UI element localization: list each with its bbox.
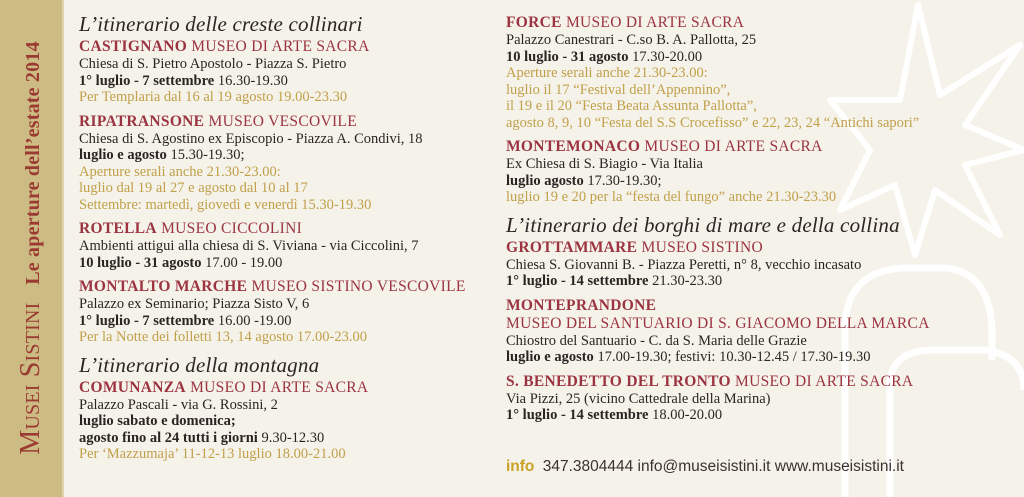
museum-name: MUSEO DI ARTE SACRA: [735, 372, 914, 390]
event-note: Settembre: martedì, giovedì e venerdì 15.30-19.30: [79, 196, 372, 213]
contact-info: [506, 458, 904, 476]
info-label: info: [506, 458, 535, 475]
date-range: agosto fino al 24 tutti i giorni: [79, 429, 258, 446]
opening-dates: [506, 349, 1021, 366]
town-name: MONTALTO MARCHE: [79, 278, 248, 295]
date-range: luglio e agosto: [79, 147, 167, 163]
opening-hours: 16.30-19.30: [214, 72, 288, 89]
event-note: Per la Notte dei folletti 13, 14 agosto 17.00-23.00: [79, 329, 367, 345]
town-name: COMUNANZA: [79, 378, 186, 396]
address: Palazzo Canestrari - C.so B. A. Pallotta, 25: [506, 32, 757, 48]
opening-hours: 18.00-20.00: [648, 407, 723, 423]
address: Chiesa S. Giovanni B. - Piazza Peretti, n° 8, vecchio incasato: [506, 256, 862, 273]
event-note: il 19 e il 20 “Festa Beata Assunta Pallotta”,: [506, 98, 757, 114]
museum-heading: [506, 373, 1021, 391]
event-note: luglio 19 e 20 per la “festa del fungo” anche 21.30-23.30: [506, 189, 837, 205]
town-name: ROTELLA: [79, 220, 157, 237]
sidebar-divider: [62, 0, 64, 497]
town-name: S. BENEDETTO DEL TRONTO: [506, 372, 731, 390]
address: Via Pizzi, 25 (vicino Cattedrale della Marina): [506, 390, 771, 407]
town-name: GROTTAMMARE: [506, 238, 638, 256]
sidebar-band: [0, 0, 62, 497]
date-range: luglio e agosto: [506, 349, 594, 365]
date-range: 10 luglio - 31 agosto: [79, 254, 202, 271]
museum-entry-comunanza: [79, 379, 499, 463]
date-range: luglio agosto: [506, 172, 584, 189]
section-title-montagna: L’itinerario della montagna: [79, 352, 320, 377]
opening-dates: [79, 430, 499, 447]
museum-entry-montemonaco: [506, 138, 1021, 206]
brand-name: Musei Sistini: [15, 302, 46, 455]
museum-heading: [79, 278, 499, 296]
address: Chiesa di S. Pietro Apostolo - Piazza S. Pietro: [79, 56, 347, 72]
opening-hours: 21.30-23.30: [648, 273, 723, 289]
museum-name: MUSEO SISTINO VESCOVILE: [251, 278, 466, 295]
opening-hours: 17.00 - 19.00: [201, 254, 283, 271]
opening-dates: [79, 313, 499, 330]
town-name: MONTEPRANDONE: [506, 296, 657, 314]
museum-name: MUSEO DI ARTE SACRA: [565, 14, 745, 31]
museum-entry-force: [506, 14, 1021, 131]
date-range: luglio sabato e domenica;: [79, 413, 236, 429]
museum-entry-grottammare: [506, 239, 1021, 290]
brochure-subtitle: Le aperture dell’estate 2014: [22, 41, 44, 285]
opening-dates: [506, 173, 1021, 190]
museum-entry-san-benedetto: [506, 373, 1021, 424]
museum-entry-rotella: [79, 220, 499, 271]
section-title-creste-collinari: L’itinerario delle creste collinari: [79, 12, 363, 36]
museum-name: MUSEO DI ARTE SACRA: [190, 378, 369, 396]
address: Ambienti attigui alla chiesa di S. Viviana - via Ciccolini, 7: [79, 238, 419, 254]
museum-name: MUSEO DI ARTE SACRA: [191, 38, 370, 55]
date-range: 1° luglio - 7 settembre: [79, 312, 215, 329]
opening-hours: 17.30-20.00: [628, 48, 703, 65]
event-note: Per ‘Mazzumaja’ 11-12-13 luglio 18.00-21.00: [79, 446, 346, 462]
phone-number: 347.3804444: [542, 458, 634, 475]
right-column: [506, 14, 1021, 431]
opening-hours: 15.30-19.30;: [166, 147, 245, 163]
address: Chiostro del Santuario - C. da S. Maria delle Grazie: [506, 332, 807, 349]
museum-heading: [506, 297, 1021, 315]
date-range: 10 luglio - 31 agosto: [506, 48, 629, 65]
museum-name: MUSEO VESCOVILE: [208, 112, 357, 130]
opening-dates: [506, 273, 1021, 290]
museum-entry-ripatransone: [79, 113, 499, 214]
opening-hours: 16.00 -19.00: [214, 312, 292, 329]
museum-name: MUSEO SISTINO: [641, 238, 763, 256]
opening-dates: [506, 49, 1021, 66]
museum-heading: [79, 38, 499, 56]
museum-entry-montalto-marche: [79, 278, 499, 346]
opening-hours: 17.30-19.30;: [583, 172, 662, 189]
address: Chiesa di S. Agostino ex Episcopio - Piazza A. Condivi, 18: [79, 130, 423, 147]
museum-heading: [506, 138, 1021, 156]
address: Palazzo Pascali - via G. Rossini, 2: [79, 396, 278, 413]
email-link[interactable]: info@museisistini.it: [637, 458, 771, 475]
town-name: RIPATRANSONE: [79, 112, 205, 130]
opening-dates: [79, 73, 499, 90]
opening-hours: 9.30-12.30: [257, 429, 325, 446]
event-note: luglio dal 19 al 27 e agosto dal 10 al 17: [79, 180, 308, 196]
opening-dates: [506, 407, 1021, 424]
date-range: 1° luglio - 14 settembre: [506, 407, 649, 423]
opening-hours: 17.00-19.30; festivi: 10.30-12.45 / 17.30-19.30: [593, 349, 871, 365]
museum-heading: [79, 379, 499, 397]
museum-name: MUSEO DI ARTE SACRA: [644, 138, 823, 155]
address: Ex Chiesa di S. Biagio - Via Italia: [506, 156, 703, 172]
event-note: Aperture serali anche 21.30-23.00:: [506, 65, 708, 81]
museum-entry-castignano: [79, 38, 499, 106]
town-name: CASTIGNANO: [79, 38, 188, 55]
event-note: Aperture serali anche 21.30-23.00:: [79, 163, 281, 180]
address: Palazzo ex Seminario; Piazza Sisto V, 6: [79, 296, 310, 312]
website-link[interactable]: www.museisistini.it: [774, 458, 904, 475]
date-range: 1° luglio - 14 settembre: [506, 273, 649, 289]
museum-name: MUSEO DEL SANTUARIO DI S. GIACOMO DELLA MARCA: [506, 314, 930, 332]
museum-heading: [506, 14, 1021, 32]
opening-dates: [79, 147, 499, 164]
event-note: Per Templaria dal 16 al 19 agosto 19.00-23.30: [79, 89, 348, 105]
museum-heading: [506, 239, 1021, 257]
museum-heading: [79, 113, 499, 131]
museum-entry-monteprandone: [506, 297, 1021, 366]
opening-dates: [79, 413, 499, 430]
date-range: 1° luglio - 7 settembre: [79, 72, 215, 89]
town-name: FORCE: [506, 14, 562, 31]
town-name: MONTEMONACO: [506, 138, 641, 155]
museum-name: MUSEO CICCOLINI: [161, 220, 303, 237]
vertical-title: [15, 41, 47, 455]
left-column: [79, 12, 499, 470]
museum-heading: [79, 220, 499, 238]
event-note: agosto 8, 9, 10 “Festa del S.S Crocefisso” e 22, 23, 24 “Antichi sapori”: [506, 114, 920, 131]
section-title-borghi-mare-collina: L’itinerario dei borghi di mare e della collina: [506, 212, 900, 237]
museum-heading: [506, 315, 1021, 333]
opening-dates: [79, 255, 499, 272]
event-note: luglio il 17 “Festival dell’Appennino”,: [506, 81, 731, 98]
